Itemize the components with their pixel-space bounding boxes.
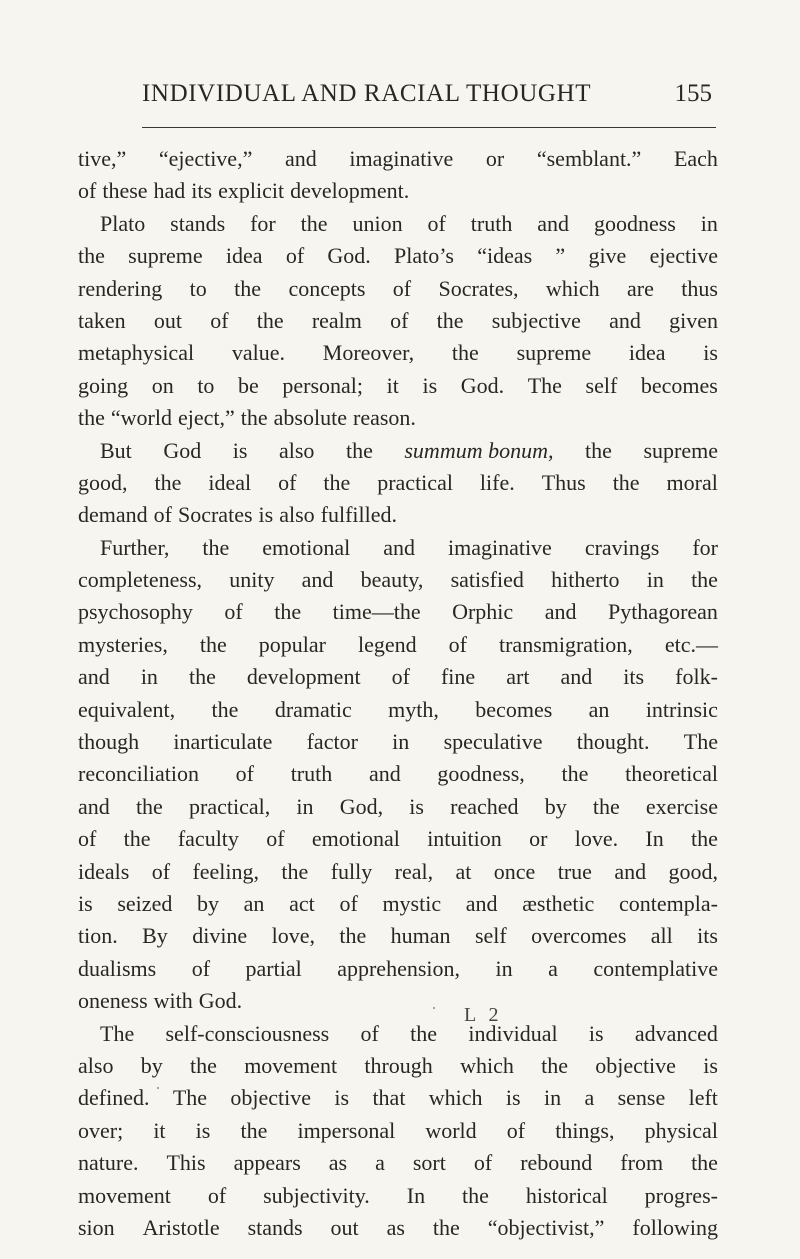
text-line: psychosophy of the time—the Orphic and Pythagorean	[78, 599, 718, 625]
text-line: of these had its explicit development.	[78, 178, 410, 204]
text-line: also by the movement through which the objective is	[78, 1052, 718, 1078]
text-line: though inarticulate factor in speculative thought. The	[78, 729, 718, 755]
text-line: tive,” “ejective,” and imaginative or “semblant.” Each	[78, 146, 718, 171]
text-line: Plato stands for the union of truth and goodness in	[100, 210, 718, 236]
text-line: reconciliation of truth and goodness, the theoretical	[78, 761, 718, 787]
text-line: the “world eject,” the absolute reason.	[78, 405, 416, 431]
text-line: demand of Socrates is also fulfilled.	[78, 502, 398, 528]
text-line: sion Aristotle stands out as the “objectivist,” following	[78, 1214, 718, 1240]
text-line: and the practical, in God, is reached by the exercise	[78, 793, 718, 819]
body-text	[78, 143, 718, 1244]
text-line: over; it is the impersonal world of things, physical	[78, 1117, 718, 1143]
running-head: INDIVIDUAL AND RACIAL THOUGHT	[142, 80, 592, 107]
text-line: ideals of feeling, the fully real, at once true and good,	[78, 858, 718, 884]
text-line: completeness, unity and beauty, satisfied hitherto in the	[78, 567, 718, 593]
text-line: taken out of the realm of the subjective and given	[78, 307, 718, 333]
text-line: is seized by an act of mystic and æsthetic contempla-	[78, 890, 718, 916]
text-line: mysteries, the popular legend of transmigration, etc.—	[78, 631, 718, 657]
text-line: movement of subjectivity. In the historical progres-	[78, 1182, 718, 1208]
text-line: The self-consciousness of the individual is advanced	[100, 1020, 718, 1046]
text-line: Further, the emotional and imaginative cravings for	[100, 534, 718, 560]
text-line: rendering to the concepts of Socrates, which are thus	[78, 275, 718, 301]
header-rule	[142, 127, 716, 128]
page-header	[142, 80, 716, 116]
text-line: oneness with God.	[78, 988, 243, 1014]
text-line: But God is also the summum bonum, the supreme	[100, 437, 718, 463]
text-line: tion. By divine love, the human self overcomes all its	[78, 923, 718, 949]
text-line: dualisms of partial apprehension, in a contemplative	[78, 955, 718, 981]
text-line: the supreme idea of God. Plato’s “ideas ” give ejective	[78, 243, 718, 269]
paper-speck	[433, 1007, 435, 1009]
page-number: 155	[674, 80, 712, 107]
text-line: going on to be personal; it is God. The self becomes	[78, 372, 718, 398]
text-line: and in the development of fine art and its folk-	[78, 664, 718, 690]
paper-speck	[157, 1087, 159, 1089]
text-line: metaphysical value. Moreover, the supreme idea is	[78, 340, 718, 366]
text-line: good, the ideal of the practical life. Thus the moral	[78, 469, 718, 495]
text-line: equivalent, the dramatic myth, becomes an intrinsic	[78, 696, 718, 722]
text-line: defined. The objective is that which is in a sense left	[78, 1085, 718, 1111]
text-line: of the faculty of emotional intuition or love. In the	[78, 826, 718, 852]
text-line: nature. This appears as a sort of rebound from the	[78, 1150, 718, 1176]
signature-mark: L 2	[464, 1004, 503, 1026]
